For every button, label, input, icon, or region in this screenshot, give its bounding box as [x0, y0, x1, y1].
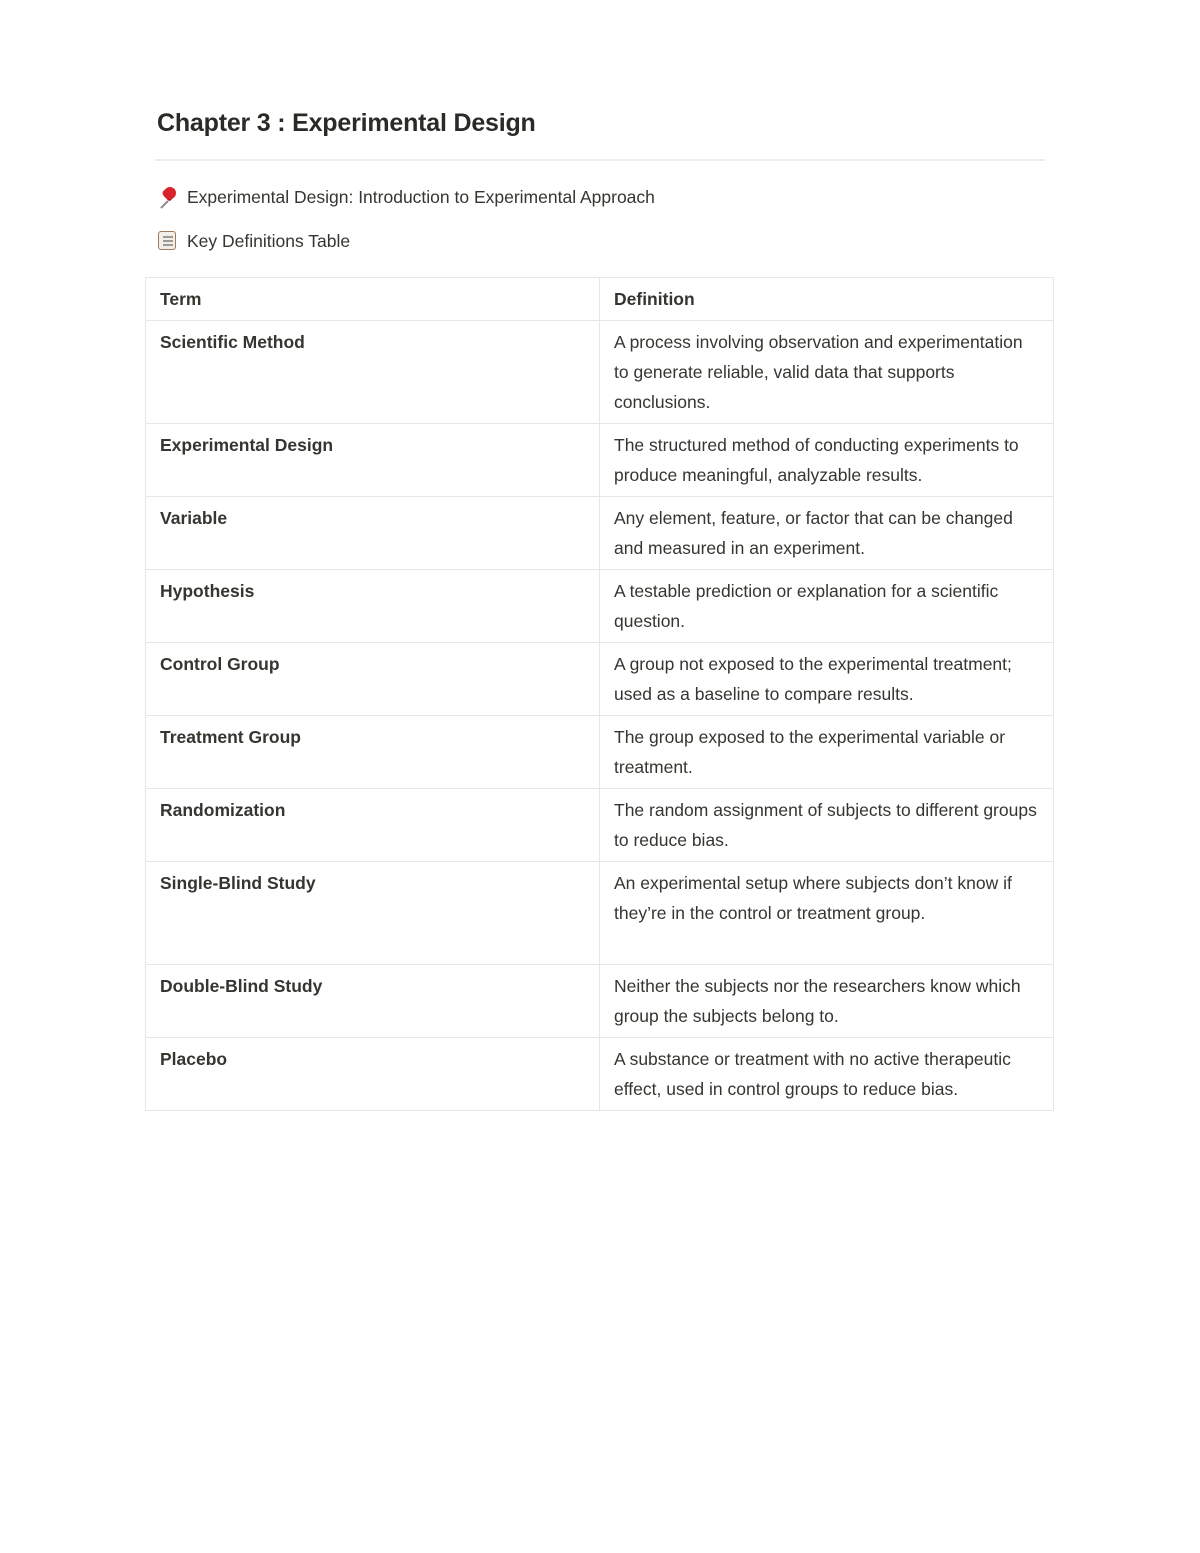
table-row — [146, 716, 1054, 789]
term-cell: Control Group — [146, 643, 600, 716]
table-row — [146, 862, 1054, 965]
definition-cell: Any element, feature, or factor that can be changed and measured in an experiment. — [600, 497, 1054, 570]
term-cell: Hypothesis — [146, 570, 600, 643]
term-cell: Scientific Method — [146, 321, 600, 424]
term-cell: Randomization — [146, 789, 600, 862]
table-caption-text: Key Definitions Table — [187, 230, 351, 251]
definition-cell: Neither the subjects nor the researchers know which group the subjects belong to. — [600, 965, 1054, 1038]
page-title: Chapter 3 : Experimental Design — [157, 109, 536, 137]
table-row — [146, 424, 1054, 497]
table-row — [146, 570, 1054, 643]
term-cell: Placebo — [146, 1038, 600, 1111]
table-row — [146, 789, 1054, 862]
pushpin-icon — [157, 186, 179, 208]
column-header-definition: Definition — [600, 278, 1054, 321]
definition-cell: A testable prediction or explanation for a scientific question. — [600, 570, 1054, 643]
term-cell: Single-Blind Study — [146, 862, 600, 965]
intro-line-text: Experimental Design: Introduction to Experimental Approach — [187, 186, 655, 207]
definition-cell: The random assignment of subjects to different groups to reduce bias. — [600, 789, 1054, 862]
table-row — [146, 643, 1054, 716]
definition-cell: An experimental setup where subjects don’t know if they’re in the control or treatment group. — [600, 862, 1054, 965]
term-cell: Experimental Design — [146, 424, 600, 497]
title-divider — [155, 159, 1045, 161]
table-row — [146, 321, 1054, 424]
definition-cell: The structured method of conducting experiments to produce meaningful, analyzable results. — [600, 424, 1054, 497]
column-header-term: Term — [146, 278, 600, 321]
term-cell: Treatment Group — [146, 716, 600, 789]
intro-line — [157, 184, 655, 210]
definition-cell: The group exposed to the experimental variable or treatment. — [600, 716, 1054, 789]
definition-cell: A process involving observation and experimentation to generate reliable, valid data that supports conclusions. — [600, 321, 1054, 424]
definition-cell: A group not exposed to the experimental treatment; used as a baseline to compare results. — [600, 643, 1054, 716]
table-row — [146, 965, 1054, 1038]
notepad-icon — [157, 230, 179, 252]
definition-cell: A substance or treatment with no active therapeutic effect, used in control groups to reduce bias. — [600, 1038, 1054, 1111]
term-cell: Variable — [146, 497, 600, 570]
table-row — [146, 1038, 1054, 1111]
table-header-row — [146, 278, 1054, 321]
term-cell: Double-Blind Study — [146, 965, 600, 1038]
definitions-table — [145, 277, 1054, 1111]
table-caption-line — [157, 228, 350, 254]
table-row — [146, 497, 1054, 570]
